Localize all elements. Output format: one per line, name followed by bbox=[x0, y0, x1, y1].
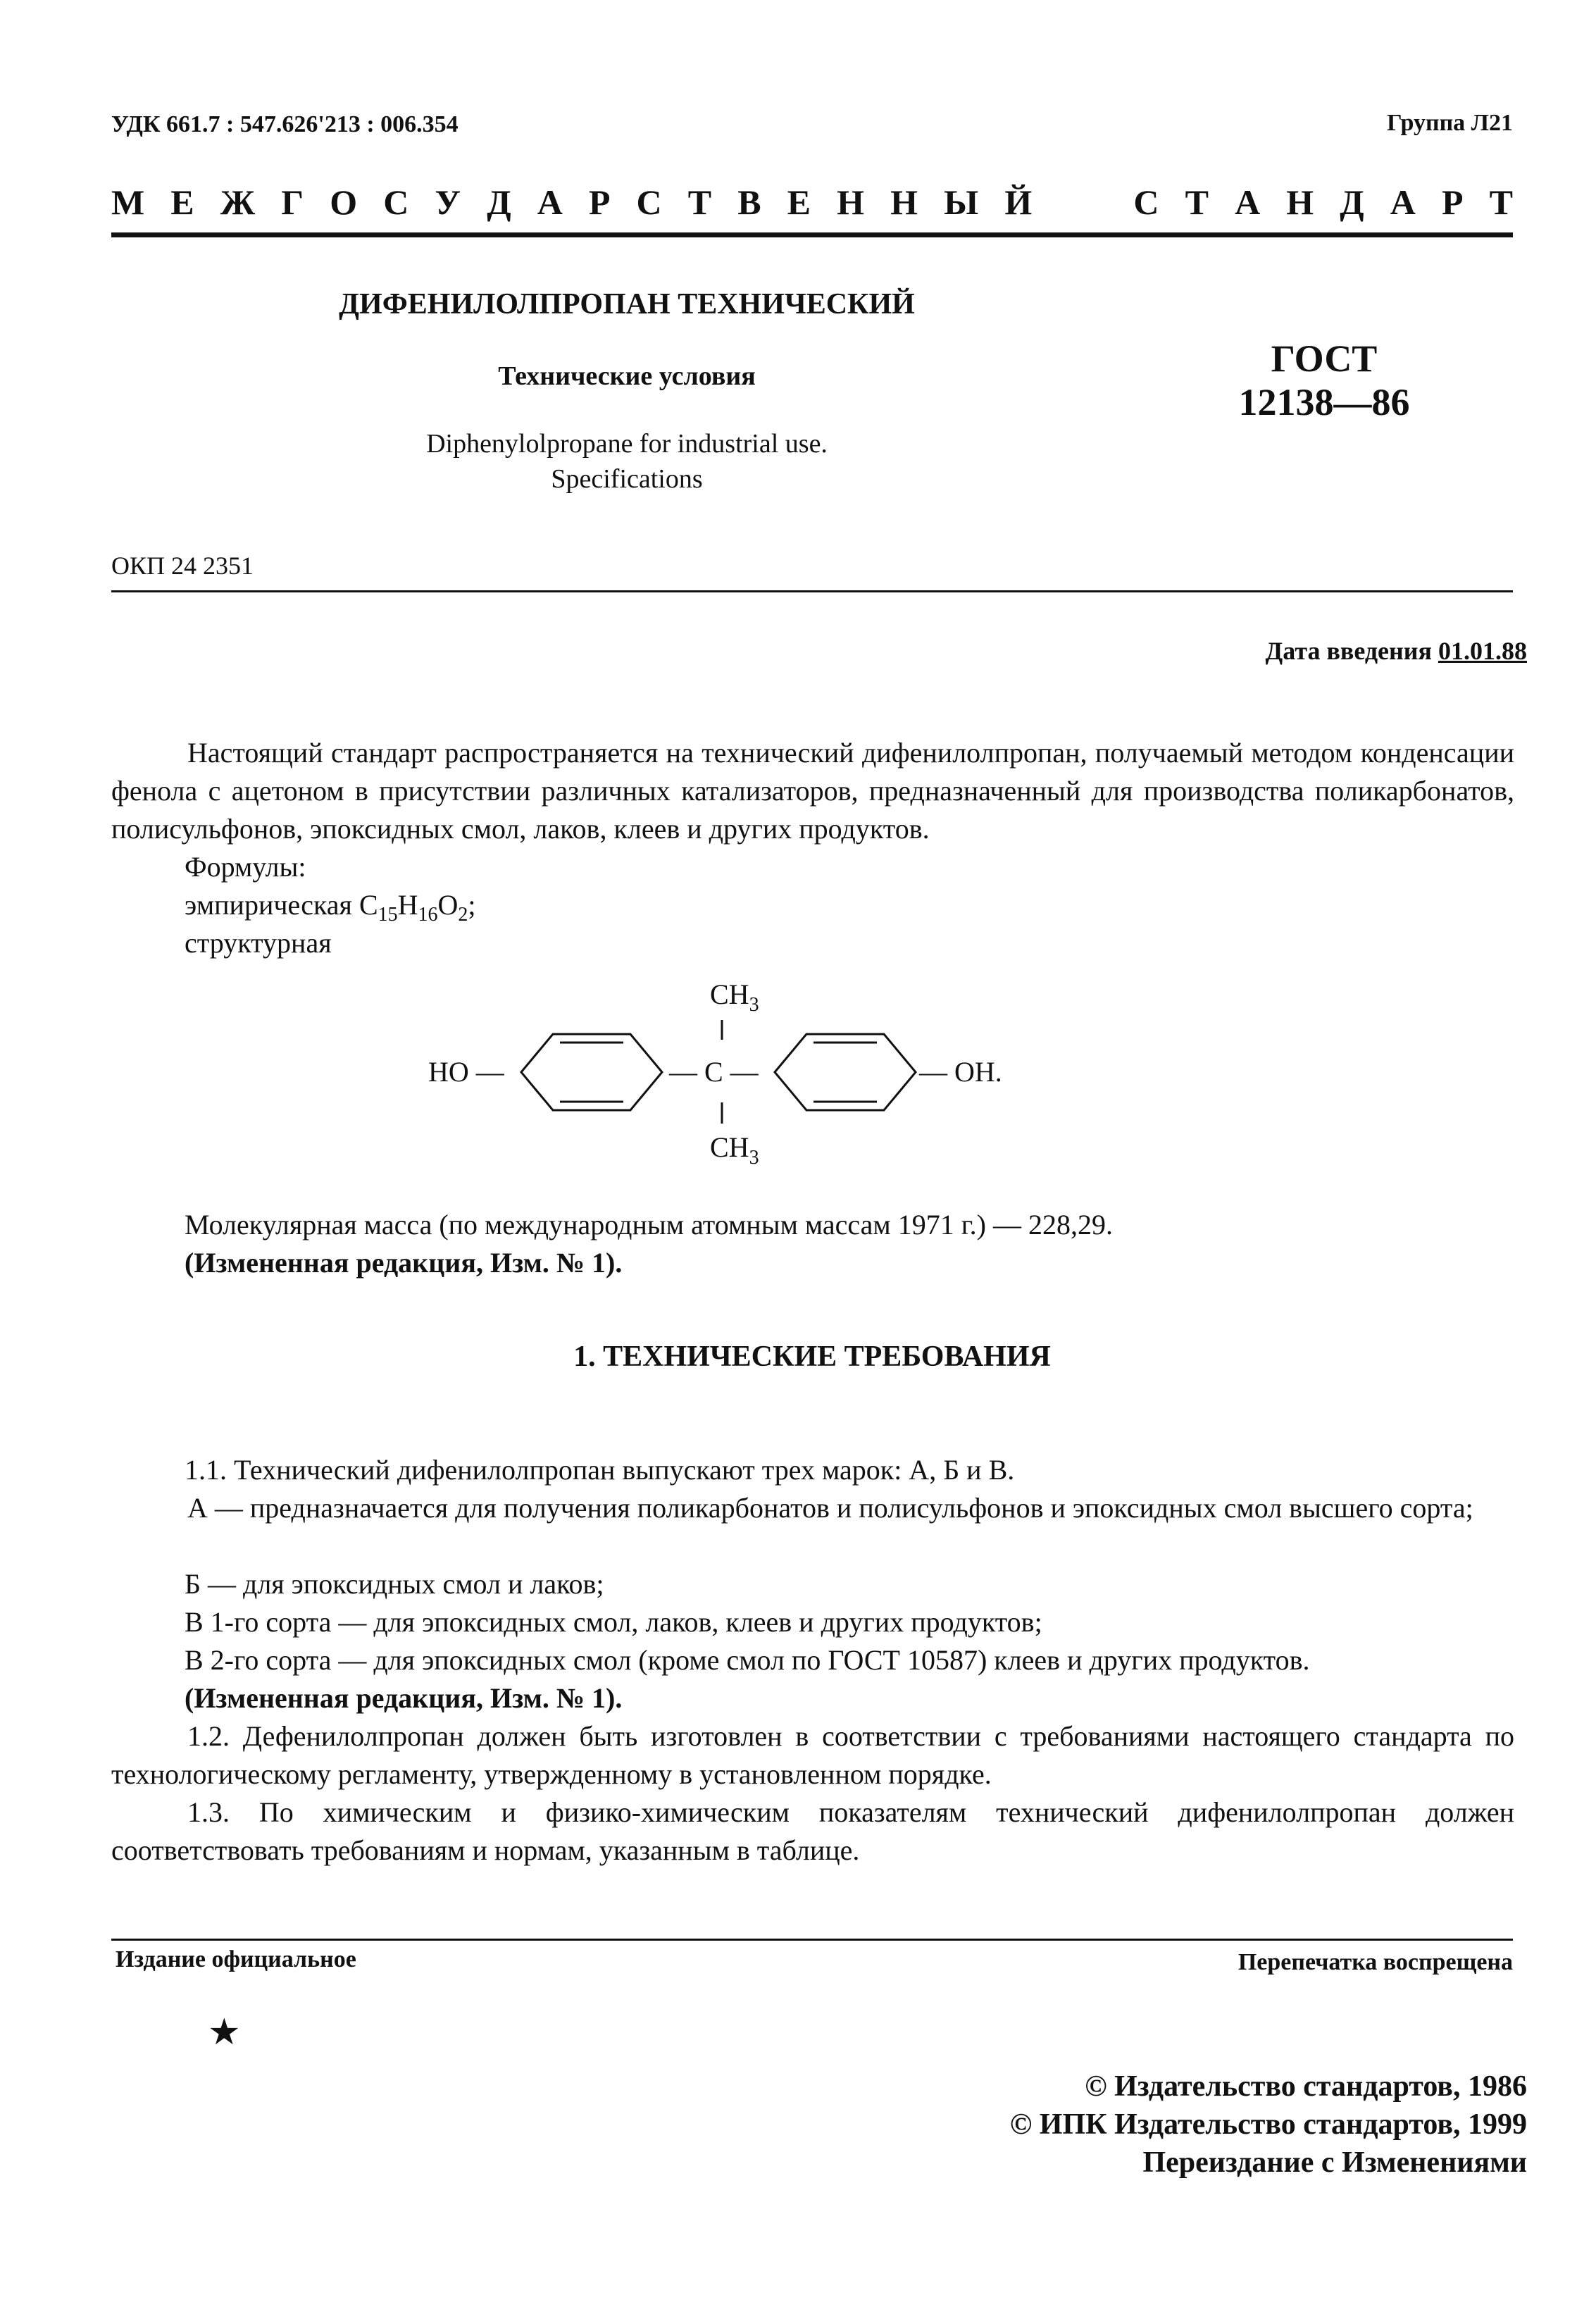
oh-group: — OH. bbox=[919, 1056, 1002, 1088]
date-label: Дата введения bbox=[1265, 637, 1432, 665]
banner-letter: А bbox=[1235, 182, 1261, 222]
formula-o-sub: 2 bbox=[458, 904, 468, 926]
banner-letter: Ы bbox=[944, 182, 979, 222]
english-title bbox=[324, 426, 930, 497]
formulas-label: Формулы: bbox=[185, 851, 306, 883]
banner-letter: Р bbox=[1441, 182, 1464, 222]
grade-a-description: А — предназначается для получения поликарбонатов и полисульфонов и эпоксидных смол высшего сорта; bbox=[187, 1492, 1473, 1524]
banner-letter: Ж bbox=[220, 182, 256, 222]
english-title-line: Diphenylolpropane for industrial use. bbox=[426, 429, 828, 459]
copyright-1986: © Издательство стандартов, 1986 bbox=[1085, 2070, 1527, 2103]
date-value: 01.01.88 bbox=[1438, 637, 1527, 665]
formula-c-sub: 15 bbox=[378, 904, 398, 926]
structural-formula bbox=[0, 972, 1596, 1183]
banner-letter: Г bbox=[281, 182, 304, 222]
amendment-note: (Измененная редакция, Изм. № 1). bbox=[185, 1682, 623, 1714]
ch3-bottom-label: $CH_3$ bbox=[710, 1131, 759, 1169]
formula-end: ; bbox=[468, 889, 476, 921]
formula-h-sub: 16 bbox=[418, 904, 438, 926]
formula-c: C bbox=[359, 889, 378, 921]
right-benzene-ring bbox=[775, 1034, 916, 1110]
banner-letter: Т bbox=[1489, 182, 1513, 222]
english-title-line: Specifications bbox=[551, 464, 703, 494]
okp-code: ОКП 24 2351 bbox=[111, 552, 254, 580]
molecular-mass: Молекулярная масса (по международным атомным массам 1971 г.) — 228,29. bbox=[185, 1209, 1113, 1240]
okp-rule bbox=[111, 590, 1513, 592]
star-mark: ★ bbox=[208, 2013, 241, 2053]
grade-b-description: Б — для эпоксидных смол и лаков; bbox=[185, 1568, 604, 1600]
clause-1-1: 1.1. Технический дифенилолпропан выпускают трех марок: А, Б и В. bbox=[185, 1454, 1015, 1486]
grade-v1-description: В 1-го сорта — для эпоксидных смол, лаков, клеев и других продуктов; bbox=[185, 1606, 1042, 1638]
group-code: Группа Л21 bbox=[1387, 110, 1513, 136]
structural-label: структурная bbox=[185, 927, 332, 959]
intro-paragraph: Настоящий стандарт распространяется на технический дифенилолпропан, получаемый методом конденсации фенола с ацетоном в присутствии различных катализаторов, предназначенный для производства поликарбонатов, полисульфонов, эпоксидных смол, лаков, клеев и других продуктов. bbox=[111, 737, 1514, 845]
interstate-standard-banner bbox=[111, 182, 1513, 223]
introduction-date bbox=[1266, 636, 1528, 666]
gost-label: ГОСТ bbox=[1271, 337, 1378, 380]
banner-letter: Е bbox=[170, 182, 194, 222]
banner-letter: В bbox=[737, 182, 761, 222]
udk-code: УДК 661.7 : 547.626'213 : 006.354 bbox=[111, 111, 459, 137]
empirical-label: эмпирическая bbox=[185, 889, 352, 921]
reissue-note: Переиздание с Изменениями bbox=[1142, 2146, 1527, 2179]
formula-o: O bbox=[437, 889, 459, 921]
ch3-top-label: $CH_3$ bbox=[710, 978, 759, 1016]
amendment-note: (Измененная редакция, Изм. № 1). bbox=[185, 1247, 623, 1279]
banner-letter: Р bbox=[588, 182, 611, 222]
copyright-1999: © ИПК Издательство стандартов, 1999 bbox=[1009, 2108, 1527, 2141]
banner-letter: Т bbox=[1185, 182, 1209, 222]
banner-letter: Т bbox=[687, 182, 712, 222]
document-subtitle: Технические условия bbox=[498, 361, 756, 391]
grade-v2-description: В 2-го сорта — для эпоксидных смол (кроме смол по ГОСТ 10587) клеев и других продуктов. bbox=[185, 1644, 1310, 1676]
formula-h: H bbox=[397, 889, 418, 921]
banner-letter: А bbox=[1390, 182, 1416, 222]
banner-letter: Н bbox=[890, 182, 918, 222]
gost-designation bbox=[1197, 337, 1451, 424]
clause-1-2: 1.2. Дефенилолпропан должен быть изготовлен в соответствии с требованиями настоящего стандарта по технологическому регламенту, утвержденному в установленном порядке. bbox=[111, 1720, 1514, 1790]
banner-letter: М bbox=[111, 182, 145, 222]
banner-letter: Й bbox=[1004, 182, 1033, 222]
banner-letter: С bbox=[1133, 182, 1159, 222]
banner-letter: Д bbox=[1340, 182, 1364, 222]
banner-letter: А bbox=[537, 182, 563, 222]
clause-1-3: 1.3. По химическим и физико-химическим показателям технический дифенилолпропан должен соответствовать требованиям и нормам, указанным в таблице. bbox=[111, 1796, 1514, 1866]
banner-letter: С bbox=[383, 182, 409, 222]
center-carbon: — C — bbox=[669, 1056, 759, 1088]
banner-letter: У bbox=[435, 182, 461, 222]
gost-number: 12138—86 bbox=[1238, 381, 1410, 423]
left-benzene-ring bbox=[521, 1034, 662, 1110]
banner-letter: Н bbox=[1286, 182, 1314, 222]
banner-letter: Д bbox=[487, 182, 511, 222]
banner-gap bbox=[1058, 182, 1107, 223]
banner-letter: Н bbox=[837, 182, 865, 222]
banner-letter: Е bbox=[787, 182, 811, 222]
banner-rule bbox=[111, 232, 1513, 237]
footer-rule bbox=[111, 1939, 1513, 1941]
reprint-prohibited: Перепечатка воспрещена bbox=[1237, 1949, 1513, 1975]
banner-letter: С bbox=[636, 182, 662, 222]
document-title: ДИФЕНИЛОЛПРОПАН ТЕХНИЧЕСКИЙ bbox=[339, 288, 915, 321]
banner-letter: О bbox=[330, 182, 358, 222]
section-heading: 1. ТЕХНИЧЕСКИЕ ТРЕБОВАНИЯ bbox=[573, 1341, 1051, 1373]
ho-group: HO — bbox=[428, 1056, 504, 1088]
official-edition: Издание официальное bbox=[116, 1946, 356, 1972]
